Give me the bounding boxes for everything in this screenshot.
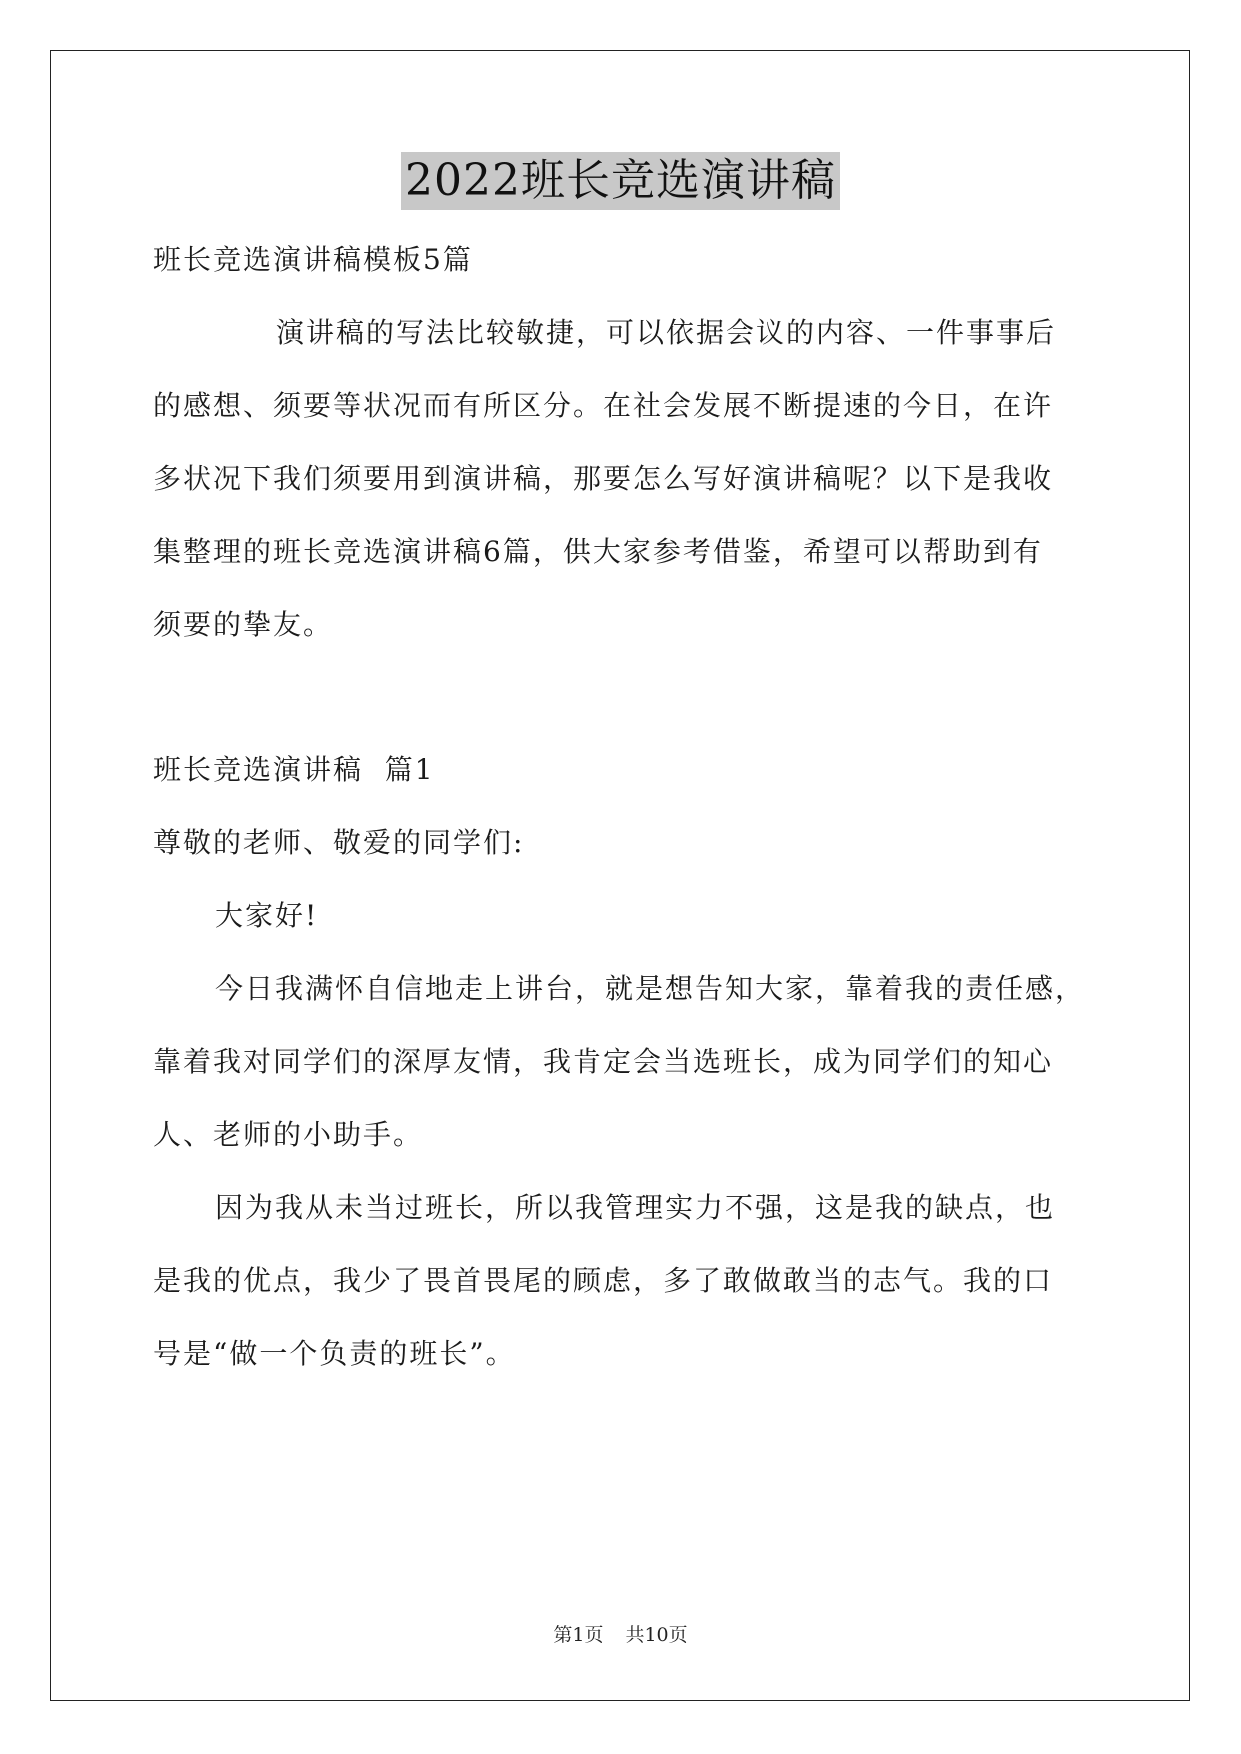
body-line-5: 是我的优点，我少了畏首畏尾的顾虑，多了敢做敢当的志气。我的口 — [153, 1264, 1054, 1297]
body-line-3: 人、老师的小助手。 — [153, 1118, 424, 1151]
body-line-2: 靠着我对同学们的深厚友情，我肯定会当选班长，成为同学们的知心 — [153, 1045, 1054, 1078]
salutation: 尊敬的老师、敬爱的同学们: — [153, 826, 525, 859]
intro-line-5: 须要的挚友。 — [153, 608, 334, 641]
page-border — [50, 50, 1190, 1701]
body-line-6: 号是“做一个负责的班长”。 — [153, 1337, 516, 1370]
intro-line-1: 演讲稿的写法比较敏捷，可以依据会议的内容、一件事事后 — [276, 316, 1057, 349]
total-pages: 共10页 — [625, 1624, 688, 1646]
title-wrap — [0, 152, 1241, 210]
page-number: 第1页 — [553, 1624, 604, 1646]
page-footer — [0, 1622, 1241, 1648]
document-subtitle: 班长竞选演讲稿模板5篇 — [153, 243, 473, 276]
intro-line-2: 的感想、须要等状况而有所区分。在社会发展不断提速的今日，在许 — [153, 389, 1054, 422]
body-line-1: 今日我满怀自信地走上讲台，就是想告知大家，靠着我的责任感， — [215, 972, 1086, 1005]
document-title: 2022班长竞选演讲稿 — [401, 152, 840, 210]
section-heading: 班长竞选演讲稿 篇1 — [153, 753, 435, 786]
intro-line-3: 多状况下我们须要用到演讲稿，那要怎么写好演讲稿呢？以下是我收 — [153, 462, 1054, 495]
greeting: 大家好! — [215, 899, 319, 932]
body-line-4: 因为我从未当过班长，所以我管理实力不强，这是我的缺点，也 — [215, 1191, 1056, 1224]
intro-line-4: 集整理的班长竞选演讲稿6篇，供大家参考借鉴，希望可以帮助到有 — [153, 535, 1043, 568]
